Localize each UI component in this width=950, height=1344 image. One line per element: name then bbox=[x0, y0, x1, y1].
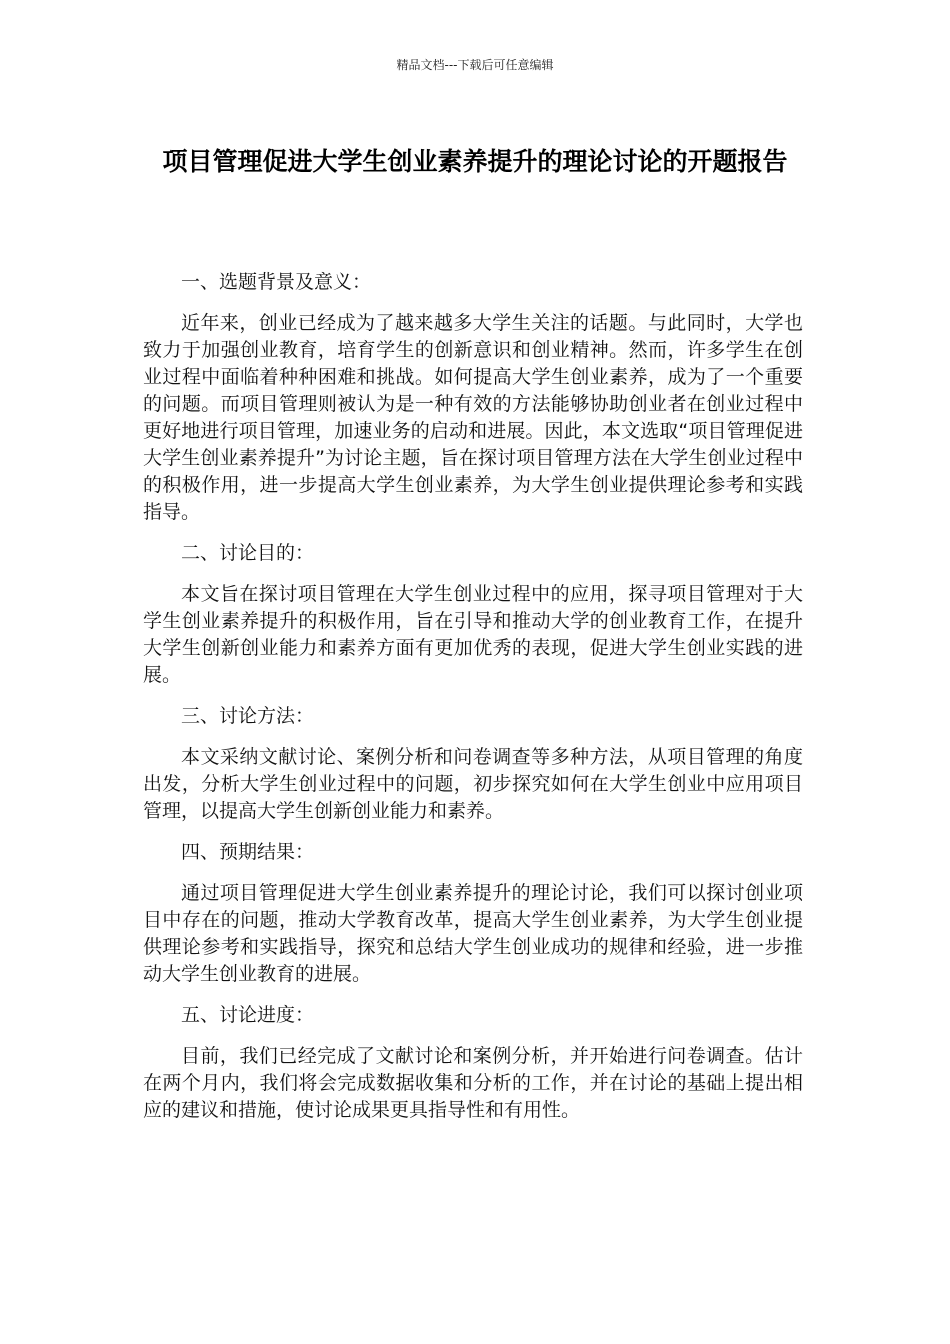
section-paragraph-method: 本文采纳文献讨论、案例分析和问卷调查等多种方法，从项目管理的角度出发，分析大学生创业过程中的问题，初步探究如何在大学生创业中应用项目管理，以提高大学生创新创业能力和素养。 bbox=[143, 746, 803, 822]
section-paragraph-progress: 目前，我们已经完成了文献讨论和案例分析，并开始进行问卷调查。估计在两个月内，我们将会完成数据收集和分析的工作，并在讨论的基础上提出相应的建议和措施，使讨论成果更具指导性和有用性。 bbox=[143, 1045, 803, 1121]
document-title: 项目管理促进大学生创业素养提升的理论讨论的开题报告 bbox=[162, 147, 788, 176]
section-heading-expected-results: 四、预期结果： bbox=[181, 841, 315, 863]
section-paragraph-expected-results: 通过项目管理促进大学生创业素养提升的理论讨论，我们可以探讨创业项目中存在的问题，推动大学教育改革，提高大学生创业素养，为大学生创业提供理论参考和实践指导，探究和总结大学生创业成功的规律和经验，进一步推动大学生创业教育的进展。 bbox=[143, 882, 803, 985]
section-heading-progress: 五、讨论进度： bbox=[181, 1004, 315, 1026]
section-paragraph-purpose: 本文旨在探讨项目管理在大学生创业过程中的应用，探寻项目管理对于大学生创业素养提升的积极作用，旨在引导和推动大学的创业教育工作，在提升大学生创新创业能力和素养方面有更加优秀的表现，促进大学生创业实践的进展。 bbox=[143, 583, 803, 686]
section-heading-purpose: 二、讨论目的： bbox=[181, 542, 315, 564]
section-paragraph-background: 近年来，创业已经成为了越来越多大学生关注的话题。与此同时，大学也致力于加强创业教育，培育学生的创新意识和创业精神。然而，许多学生在创业过程中面临着种种困难和挑战。如何提高大学生创业素养，成为了一个重要的问题。而项目管理则被认为是一种有效的方法能够协助创业者在创业过程中更好地进行项目管理，加速业务的启动和进展。因此，本文选取“项目管理促进大学生创业素养提升”为讨论主题，旨在探讨项目管理方法在大学生创业过程中的积极作用，进一步提高大学生创业素养，为大学生创业提供理论参考和实践指导。 bbox=[143, 312, 803, 523]
document-body bbox=[143, 269, 803, 1138]
header-note: 精品文档---下载后可任意编辑 bbox=[396, 58, 554, 72]
section-heading-background: 一、选题背景及意义： bbox=[181, 271, 372, 293]
section-heading-method: 三、讨论方法： bbox=[181, 705, 315, 727]
